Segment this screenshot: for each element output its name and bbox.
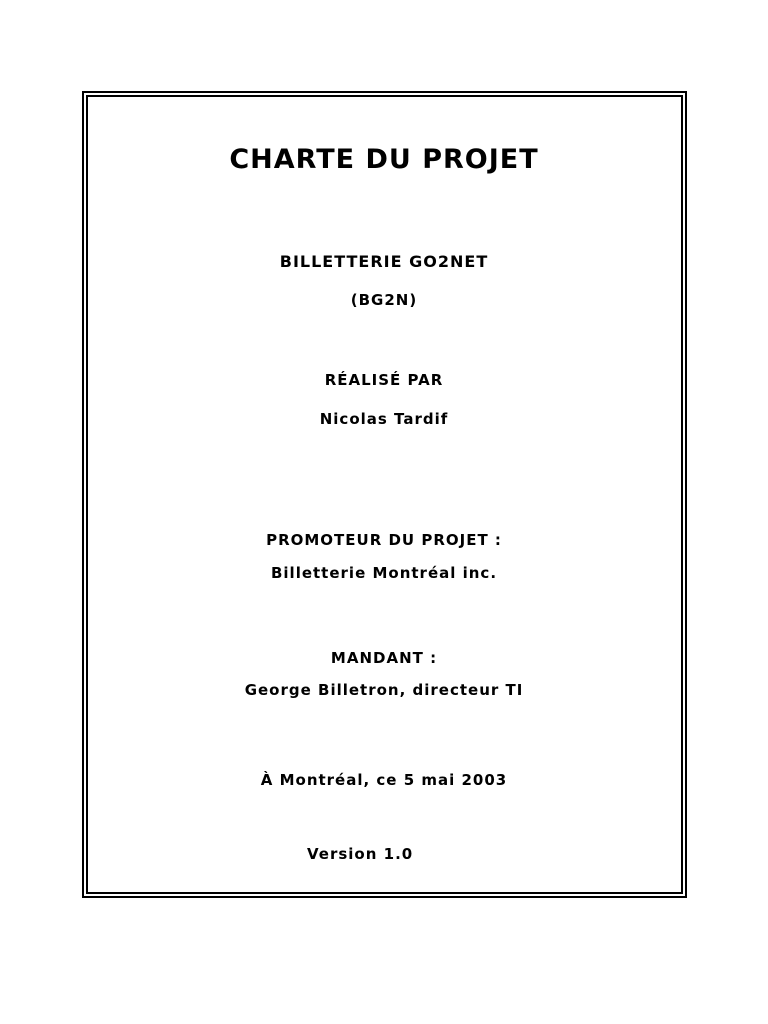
mandator-label: MANDANT : xyxy=(330,649,438,667)
place-date: À Montréal, ce 5 mai 2003 xyxy=(260,771,508,789)
project-name: BILLETTERIE GO2NET xyxy=(279,252,489,271)
mandator-name: George Billetron, directeur TI xyxy=(244,681,524,699)
sponsor-name: Billetterie Montréal inc. xyxy=(270,564,498,582)
sponsor-label: PROMOTEUR DU PROJET : xyxy=(266,531,502,549)
author-name: Nicolas Tardif xyxy=(319,410,449,428)
project-code: (BG2N) xyxy=(350,291,418,309)
document-title: CHARTE DU PROJET xyxy=(229,144,539,175)
document-version: Version 1.0 xyxy=(307,845,414,863)
made-by-label: RÉALISÉ PAR xyxy=(324,371,444,389)
